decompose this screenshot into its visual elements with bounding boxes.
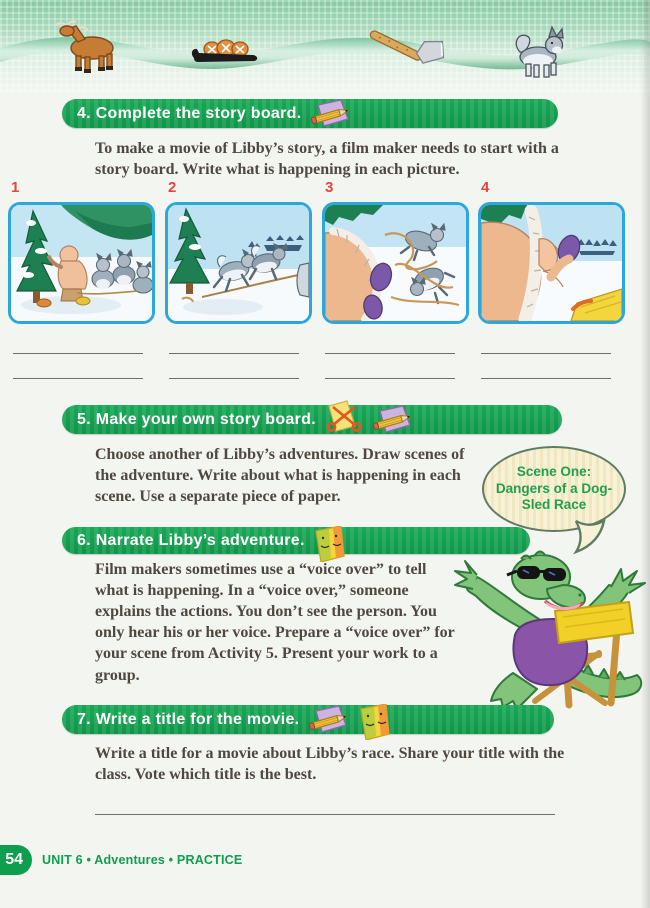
section-4-title: 4. Complete the story board. — [77, 104, 302, 122]
section-5-title: 5. Make your own story board. — [77, 410, 316, 428]
section-6-body: Film makers sometimes use a “voice over” to tell what is happening. In a “voice over,” someone explains the actions. You don’t see the person. You only hear his or her voice. Prepare a “voice over” for your scene from Activity 5. Present your work to a group. — [95, 561, 455, 684]
scissors-icon — [325, 400, 363, 434]
storyboard-frame-1 — [8, 202, 155, 324]
footer-text: UNIT 6 • Adventures • PRACTICE — [42, 853, 243, 867]
scene-2-illustration — [168, 205, 309, 321]
section-7-header — [62, 705, 554, 734]
scene-4-illustration — [481, 205, 622, 321]
axe-icon — [369, 12, 450, 70]
section-4-body: To make a movie of Libby’s story, a film maker needs to start with a story board. Write what is happening in each picture. — [95, 140, 559, 179]
answer-line-r1c4 — [481, 353, 611, 354]
scene-1-illustration — [11, 205, 152, 321]
section-4-header — [62, 99, 558, 128]
speech-bubble-line3: Sled Race — [521, 497, 587, 513]
section-7-body: Write a title for a movie about Libby’s race. Share your title with the class. Vote which title is the best. — [95, 745, 565, 784]
answer-line-r1c3 — [325, 353, 455, 354]
answer-line-r1c1 — [13, 353, 143, 354]
scan-edge-shadow — [640, 0, 650, 908]
frame-number-2: 2 — [168, 179, 177, 196]
crocodile-director-illustration — [443, 533, 650, 720]
frame-number-1: 1 — [11, 179, 20, 196]
answer-line-r2c3 — [325, 378, 455, 379]
frame-number-3: 3 — [325, 179, 334, 196]
section-6-title: 6. Narrate Libby’s adventure. — [77, 531, 305, 549]
pencil-icon — [308, 704, 350, 736]
answer-line-r2c4 — [481, 378, 611, 379]
section-7-title: 7. Write a title for the movie. — [77, 710, 300, 728]
page-number-badge — [0, 845, 32, 875]
speech-bubble-line1: Scene One: — [516, 463, 592, 479]
pencil-icon — [372, 404, 414, 436]
storyboard-frame-2 — [165, 202, 312, 324]
pencil-icon — [310, 98, 352, 130]
voices-icon — [314, 526, 346, 562]
section-5-header — [62, 405, 562, 434]
storyboard-frame-3 — [322, 202, 469, 324]
answer-line-r2c2 — [169, 378, 299, 379]
scene-3-illustration — [325, 205, 466, 321]
sled-icon — [192, 40, 257, 62]
answer-line-r1c2 — [169, 353, 299, 354]
voices-icon — [359, 704, 391, 740]
speech-bubble-line2: Dangers of a Dog- — [495, 480, 613, 496]
frame-number-4: 4 — [481, 179, 490, 196]
banner-art — [0, 0, 650, 92]
answer-line-r2c1 — [13, 378, 143, 379]
husky-icon — [516, 27, 563, 77]
storyboard-frame-4 — [478, 202, 625, 324]
title-answer-line — [95, 814, 555, 815]
page-number: 54 — [5, 851, 23, 868]
section-5-body: Choose another of Libby’s adventures. Draw scenes of the adventure. Write about what is happening in each scene. Use a separate piece of paper. — [95, 446, 465, 506]
top-banner — [0, 0, 650, 92]
